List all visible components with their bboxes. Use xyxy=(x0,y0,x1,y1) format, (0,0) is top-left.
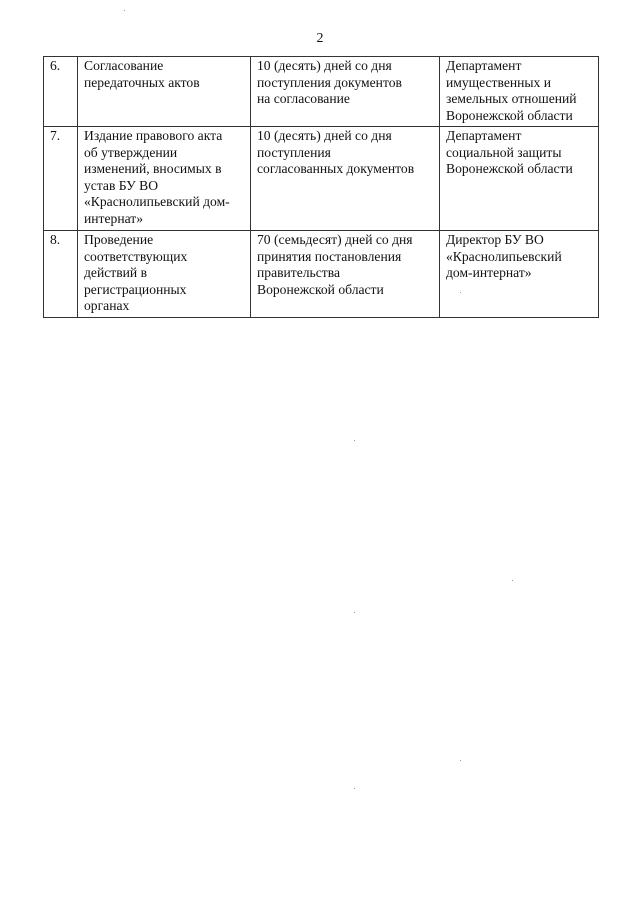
action-text: Согласование передаточных актов xyxy=(84,58,200,90)
document-table xyxy=(43,56,599,318)
scan-speck xyxy=(124,10,125,11)
scan-speck xyxy=(460,292,461,293)
scan-speck xyxy=(354,788,355,789)
responsible-cell xyxy=(440,127,599,231)
responsible-cell xyxy=(440,231,599,318)
table-row xyxy=(44,231,599,318)
action-cell xyxy=(78,127,251,231)
action-cell xyxy=(78,231,251,318)
responsible-text: Директор БУ ВО «Краснолипьевский дом-интернат» xyxy=(446,232,562,280)
page-number: 2 xyxy=(316,31,324,46)
table-row xyxy=(44,57,599,127)
term-cell xyxy=(251,231,440,318)
action-cell xyxy=(78,57,251,127)
row-number-cell: 7. xyxy=(44,127,78,231)
responsible-text: Департамент социальной защиты Воронежской области xyxy=(446,128,573,176)
action-text: Издание правового акта об утверждении изменений, вносимых в устав БУ ВО «Краснолипьевский дом- интернат» xyxy=(84,128,230,226)
term-text: 10 (десять) дней со дня поступления согласованных документов xyxy=(257,128,415,176)
scan-speck xyxy=(512,580,513,581)
row-number-cell: 6. xyxy=(44,57,78,127)
term-cell xyxy=(251,127,440,231)
term-text: 70 (семьдесят) дней со дня принятия постановления правительства Воронежской области xyxy=(257,232,413,297)
scan-speck xyxy=(460,760,461,761)
term-text: 10 (десять) дней со дня поступления документов на согласование xyxy=(257,58,402,106)
term-cell xyxy=(251,57,440,127)
table-row xyxy=(44,127,599,231)
responsible-cell xyxy=(440,57,599,127)
scan-speck xyxy=(354,612,355,613)
responsible-text: Департамент имущественных и земельных отношений Воронежской области xyxy=(446,58,577,123)
row-number-cell: 8. xyxy=(44,231,78,318)
scan-speck xyxy=(354,440,355,441)
action-text: Проведение соответствующих действий в регистрационных органах xyxy=(84,232,188,313)
